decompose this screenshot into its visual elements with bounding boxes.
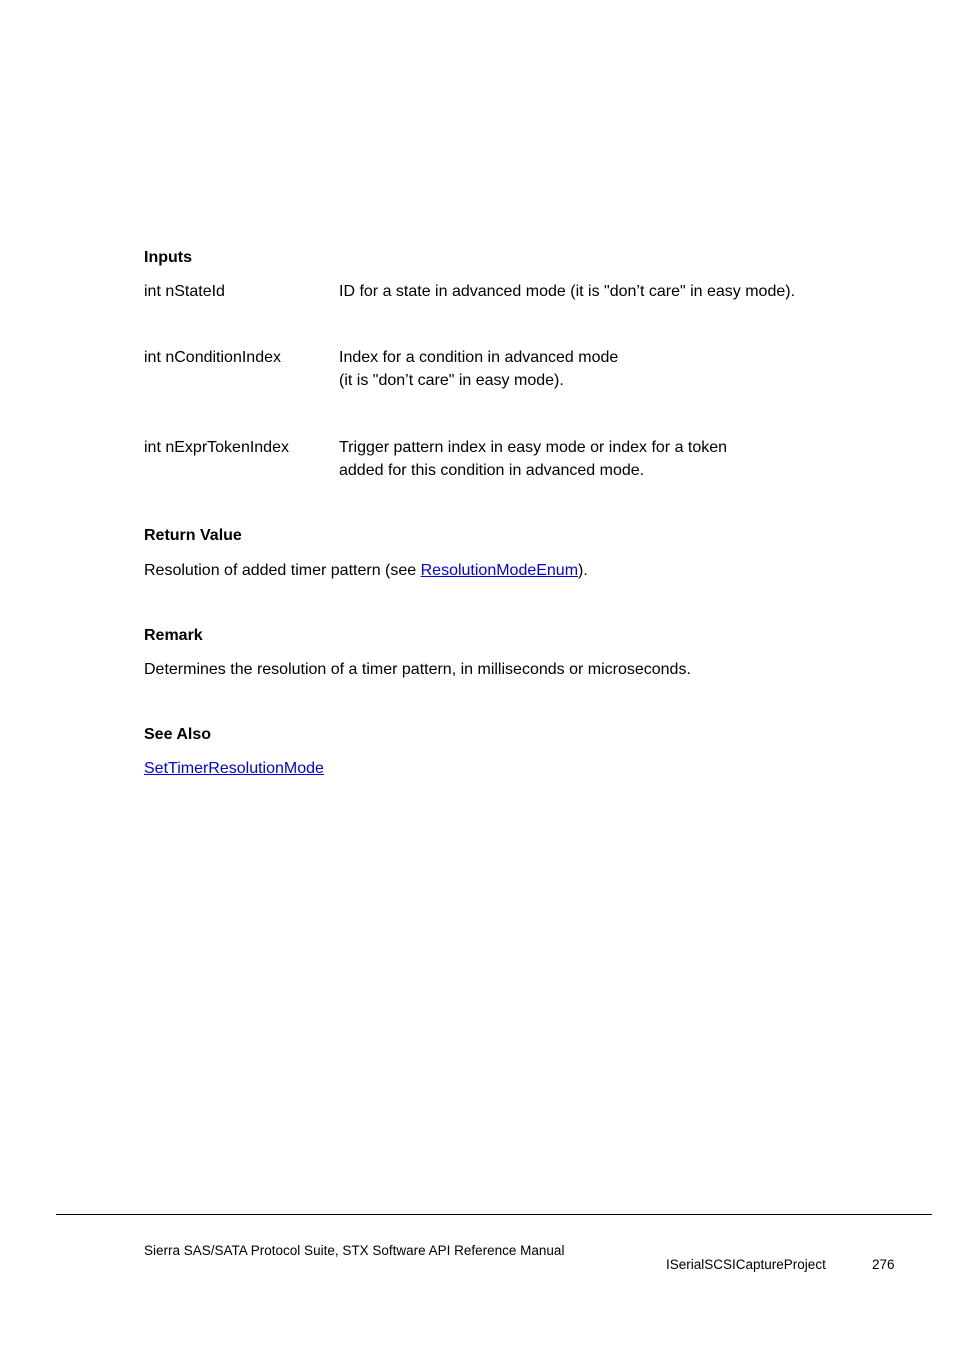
footer-page-number: 276 [872, 1257, 895, 1272]
param-desc-line: Trigger pattern index in easy mode or index for a token [339, 439, 728, 456]
set-timer-resolution-mode-link[interactable]: SetTimerResolutionMode [144, 760, 324, 777]
param-desc-nconditionindex [339, 346, 899, 392]
return-value-text-before: Resolution of added timer pattern (see [144, 562, 421, 579]
remark-text: Determines the resolution of a timer pattern, in milliseconds or microseconds. [144, 661, 691, 678]
param-desc-nexprtokenindex [339, 436, 899, 482]
param-desc-line: (it is "don’t care" in easy mode). [339, 372, 564, 389]
param-desc-nstateid [339, 280, 899, 303]
param-name-nstateid: int nStateId [144, 283, 225, 300]
param-desc-line: added for this condition in advanced mode. [339, 462, 645, 479]
footer-divider [56, 1214, 932, 1215]
param-name-nexprtokenindex: int nExprTokenIndex [144, 439, 289, 456]
return-value-heading: Return Value [144, 527, 242, 544]
param-desc-line: Index for a condition in advanced mode [339, 349, 619, 366]
remark-heading: Remark [144, 627, 203, 644]
param-name-nconditionindex: int nConditionIndex [144, 349, 281, 366]
inputs-heading: Inputs [144, 249, 192, 266]
see-also-list [144, 757, 324, 780]
param-desc-line: ID for a state in advanced mode (it is "don’t care" in easy mode). [339, 283, 796, 300]
return-value-text [144, 559, 588, 582]
resolution-mode-enum-link[interactable]: ResolutionModeEnum [420, 562, 579, 579]
return-value-text-after: ). [578, 562, 588, 579]
footer-section-name: ISerialSCSICaptureProject [666, 1257, 826, 1272]
see-also-heading: See Also [144, 726, 211, 743]
footer-manual-title: Sierra SAS/SATA Protocol Suite, STX Software API Reference Manual [144, 1243, 565, 1258]
